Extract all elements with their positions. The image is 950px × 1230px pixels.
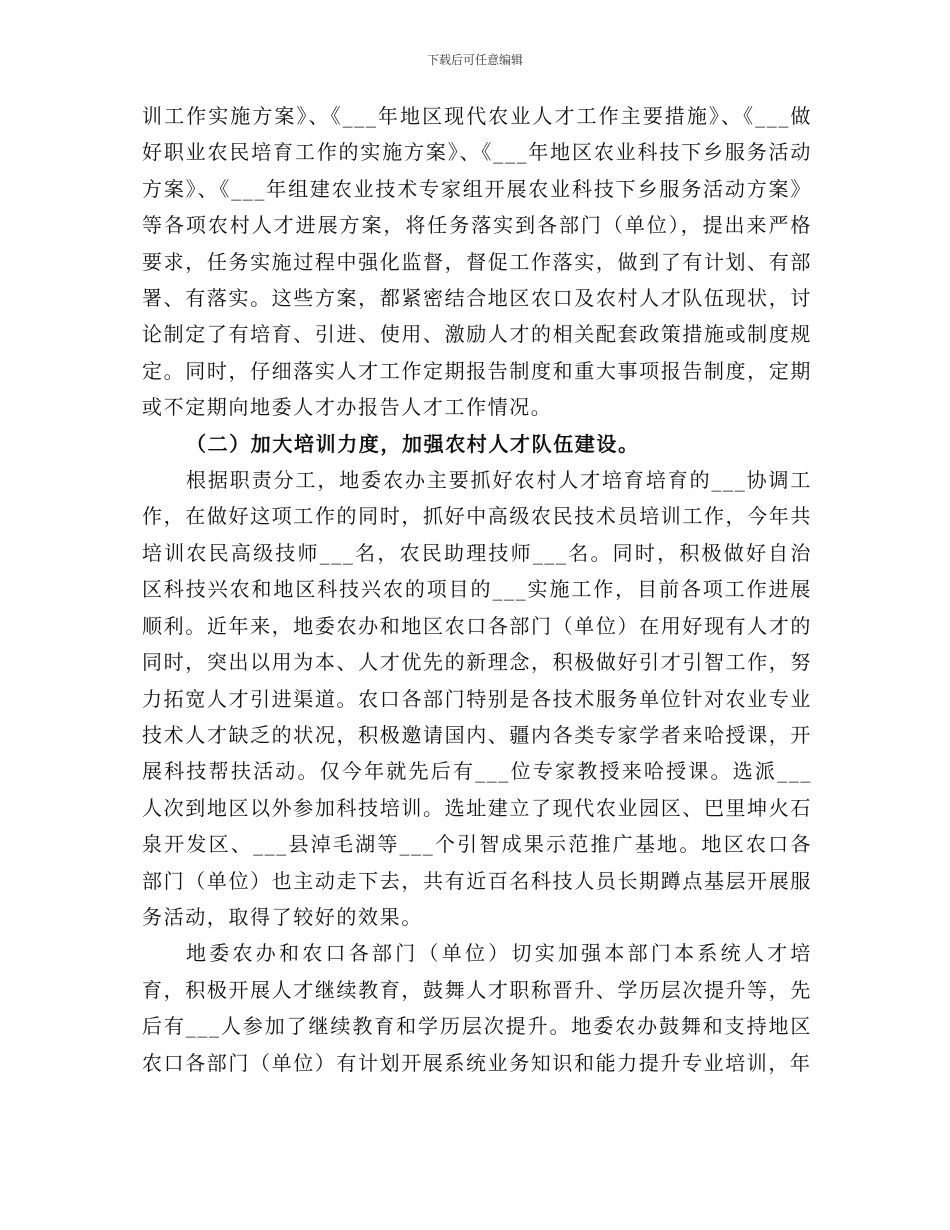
paragraph-3: 地委农办和农口各部门（单位）切实加强本部门本系统人才培育，积极开展人才继续教育，鼓舞人才职称晋升、学历层次提升等，先后有___人参加了继续教育和学历层次提升。地委农办鼓舞和支持地区农口各部门（单位）有计划开展系统业务知识和能力提升专业培训，年 [142,941,812,1075]
document-body [142,98,812,1081]
paragraph-2: 根据职责分工，地委农办主要抓好农村人才培育培育的___协调工作，在做好这项工作的同时，抓好中高级农民技术员培训工作，今年共培训农民高级技师___名，农民助理技师___名。同时，积极做好自治区科技兴农和地区科技兴农的项目的___实施工作，目前各项工作进展顺利。近年来，地委农办和地区农口各部门（单位）在用好现有人才的同时，突出以用为本、人才优先的新理念，积极做好引才引智工作，努力拓宽人才引进渠道。农口各部门特别是各技术服务单位针对农业专业技术人才缺乏的状况，积极邀请国内、疆内各类专家学者来哈授课，开展科技帮扶活动。仅今年就先后有___位专家教授来哈授课。选派___人次到地区以外参加科技培训。选址建立了现代农业园区、巴里坤火石泉开发区、___县淖毛湖等___个引智成果示范推广基地。地区农口各部门（单位）也主动走下去，共有近百名科技人员长期蹲点基层开展服务活动，取得了较好的效果。 [142,468,812,929]
paragraph-1: 训工作实施方案》、《___年地区现代农业人才工作主要措施》、《___做好职业农民培育工作的实施方案》、《___年地区农业科技下乡服务活动方案》、《___年组建农业技术专家组开展农业科技下乡服务活动方案》等各项农村人才进展方案，将任务落实到各部门（单位），提出来严格要求，任务实施过程中强化监督，督促工作落实，做到了有计划、有部署、有落实。这些方案，都紧密结合地区农口及农村人才队伍现状，讨论制定了有培育、引进、使用、激励人才的相关配套政策措施或制度规定。同时，仔细落实人才工作定期报告制度和重大事项报告制度，定期或不定期向地委人才办报告人才工作情况。 [142,104,812,420]
page-header-note: 下载后可任意编辑 [426,53,523,67]
section-heading-2: （二）加大培训力度，加强农村人才队伍建设。 [186,431,640,456]
